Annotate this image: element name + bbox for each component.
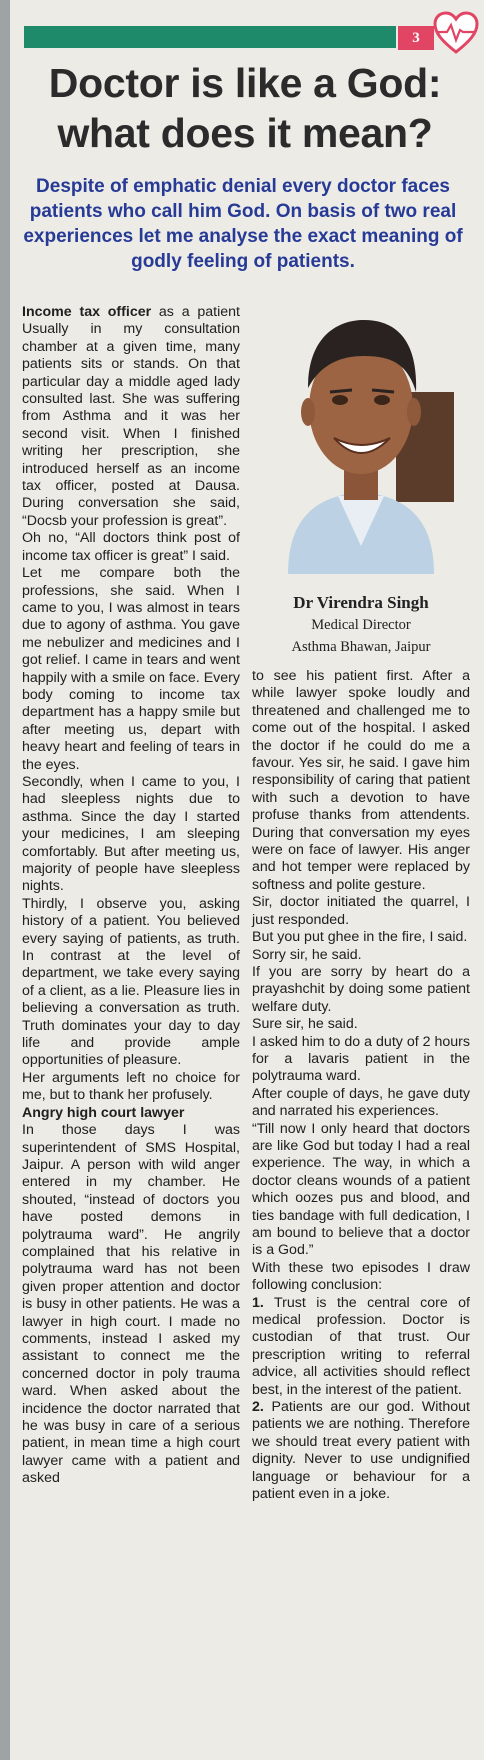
paragraph: “Till now I only heard that doctors are like God but today I had a real experience. The way, in which a doctor cleans wounds of a patient which oozes pus and blood, and ties bandage with full dedication, I am bound to believe that a doctor is a God.”: [252, 1120, 470, 1259]
paragraph: Sir, doctor initiated the quarrel, I just responded.: [252, 894, 470, 928]
paragraph: In those days I was superintendent of SMS Hospital, Jaipur. A person with wild anger entered in my chamber. He shouted, “instead of doctors you have posted demons in polytrauma ward”. He angrily complained that his relative in polytrauma ward has not been given proper attention and doctor is busy in other patients. He was a lawyer in high court. I made no comments, instead I asked my assistant to connect me the concerned doctor in poly trauma ward. When asked about the incidence the doctor narrated that he was busy in care of a serious patient, in mean time a high court lawyer came with a patient and asked: [22, 1122, 240, 1487]
paragraph-text: as a patient Usually in my consultation chamber at a given time, many patients sits or stands. On that particular day a middle aged lady consulted last. She was suffering from Asthma and it was her second visit. When I finished writing her prescription, she introduced herself as an income tax officer, posted at Dausa. During conversation she said, “Docsb your profession is great”.: [22, 304, 240, 529]
page-title: [18, 58, 472, 158]
paragraph: If you are sorry by heart do a prayashchit by doing some patient welfare duty.: [252, 963, 470, 1015]
page-edge-shadow: [0, 0, 10, 1760]
paragraph: Her arguments left no choice for me, but to thank her profusely.: [22, 1069, 240, 1104]
paragraph: But you put ghee in the fire, I said.: [252, 929, 468, 946]
point-number: 1.: [252, 1294, 264, 1311]
paragraph: With these two episodes I draw following conclusion:: [252, 1259, 470, 1294]
author-name: Dr Virendra Singh: [293, 593, 429, 612]
section-subheading: Angry high court lawyer: [22, 1104, 185, 1121]
paragraph: Secondly, when I came to you, I had sleepless nights due to asthma. Since the day I started your medicines, I am sleeping comfortably. But after meeting us, majority of people have sleepless nights.: [22, 773, 240, 895]
section-subheading: Income tax officer: [22, 304, 152, 320]
paragraph: Sure sir, he said.: [252, 1016, 358, 1033]
paragraph: Thirdly, I observe you, asking history of a patient. You believed every saying of patients, as truth. In contrast at the level of department, we take every saying of a client, as a lie. Pleasure lies in believing a conversation as truth. Truth dominates your day to day life and provide ample opportunities of pleasure.: [22, 895, 240, 1069]
author-title: Medical Director: [311, 617, 411, 633]
paragraph-text: Trust is the central core of medical profession. Doctor is custodian of that trust. Our prescription writing to referral advice, all activities should reflect best, in the interest of the patient.: [252, 1294, 470, 1398]
author-photo: [268, 296, 454, 574]
paragraph: Sorry sir, he said.: [252, 946, 362, 963]
article-column-left: [22, 304, 240, 1488]
paragraph: After couple of days, he gave duty and narrated his experiences.: [252, 1085, 470, 1120]
paragraph: Let me compare both the professions, she said. When I came to you, I was almost in tears due to agony of asthma. You gave me nebulizer and medicines and I got relief. I came in tears and went happily with a smile on face. Every body coming to income tax department has a happy smile but after meeting us, depart with heavy heart and feeling of tears in the eyes.: [22, 565, 240, 773]
paragraph: Oh no, “All doctors think post of income tax officer is great” I said.: [22, 530, 240, 564]
paragraph-text: Patients are our god. Without patients we are nothing. Therefore we should treat every patient with dignity. Never to use undignified language or behaviour for a patient even in a joke.: [252, 1399, 470, 1503]
numbered-point: [252, 1399, 470, 1503]
author-caption: [252, 592, 470, 658]
paragraph: I asked him to do a duty of 2 hours for a lavaris patient in the polytrauma ward.: [252, 1033, 470, 1085]
article-deck: Despite of emphatic denial every doctor faces patients who call him God. On basis of two real experiences let me analyse the exact meaning of godly feeling of patients.: [23, 176, 463, 272]
section-color-bar: [24, 26, 396, 48]
headline-line-2: what does it mean?: [57, 110, 433, 156]
heart-pulse-icon: [432, 10, 480, 56]
paragraph: to see his patient first. After a while lawyer spoke loudly and threatened and challenged me to come out of the hospital. I asked the doctor if he could do me a favour. Yes sir, he said. I gave him responsibility of caring that patient with such a devotion to have profuse thanks from attendents. During that conversation my eyes were on face of lawyer. His anger and hot temper were replaced by softness and polite gesture.: [252, 668, 470, 893]
lead-paragraph: [22, 304, 240, 530]
article-column-right: [252, 668, 470, 1504]
point-number: 2.: [252, 1399, 264, 1416]
author-organization: Asthma Bhawan, Jaipur: [291, 639, 431, 655]
numbered-point: [252, 1295, 470, 1399]
page-number-badge: 3: [398, 26, 434, 50]
headline-line-1: Doctor is like a God:: [48, 60, 442, 106]
